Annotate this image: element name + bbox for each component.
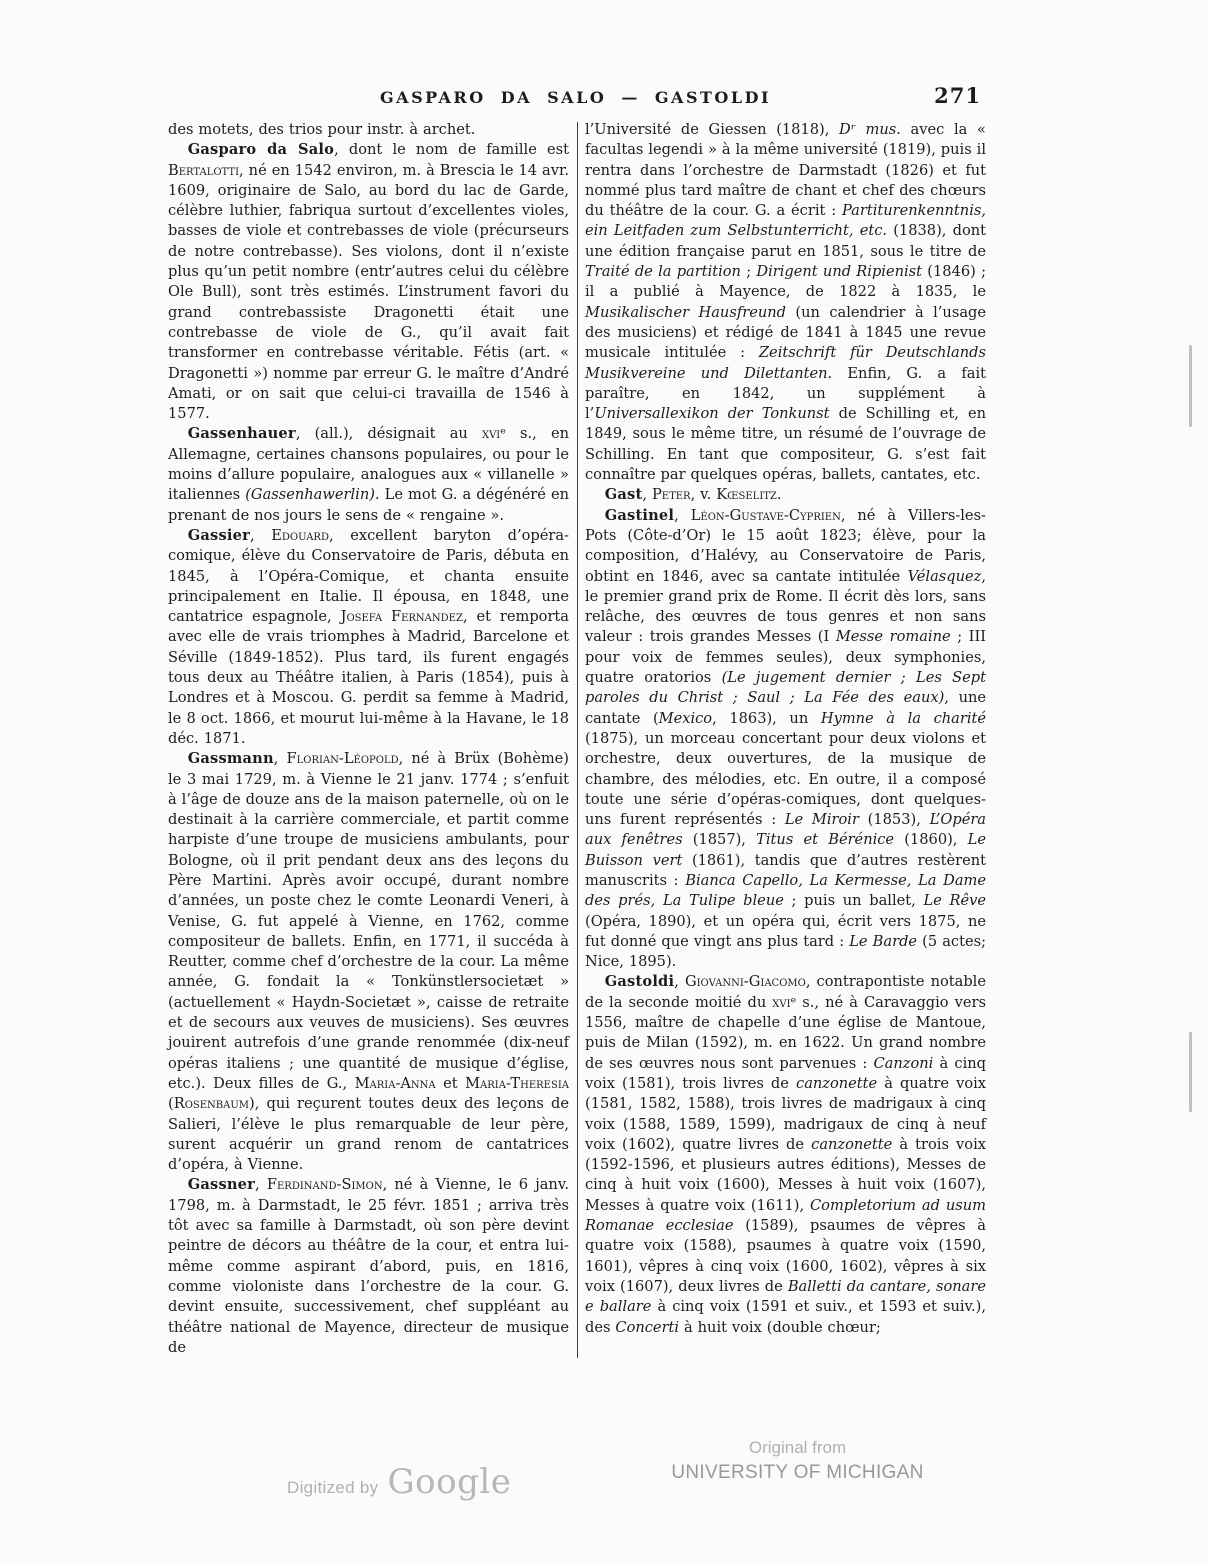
column-divider — [577, 122, 578, 1358]
digitized-by-label: Digitized by — [287, 1478, 379, 1497]
google-logo: Google — [387, 1462, 512, 1502]
scan-artifact — [1189, 1032, 1192, 1112]
dictionary-paragraph: Gassner, Ferdinand-Simon, né à Vienne, le 6 janv. 1798, m. à Darmstadt, le 25 févr. 1851 ; arriva très tôt avec sa famille à Darmstadt, où son père devint peintre de décors au théâtre de la cour, et entra lui-même comme aspirant d’abord, puis, en 1816, comme violoniste dans l’orchestre de la cour. G. devint ensuite, successivement, chef suppléant au théâtre national de Mayence, directeur de musique de — [168, 1176, 569, 1356]
page-number: 271 — [934, 83, 981, 108]
dictionary-paragraph: Gastinel, Léon-Gustave-Cyprien, né à Villers-les-Pots (Côte-d’Or) le 15 août 1823; élève, pour la composition, d’Halévy, au Conservatoire de Paris, obtint en 1846, avec sa cantate intitulée Vélasquez, le premier grand prix de Rome. Il écrit dès lors, sans relâche, des œuvres de tous genres et non sans valeur : trois grandes Messes (I Messe romaine ; III pour voix de femmes seules), deux symphonies, quatre oratorios (Le jugement dernier ; Les Sept paroles du Christ ; Saul ; La Fée des eaux), une cantate (Mexico, 1863), un Hymne à la charité (1875), un morceau concertant pour deux violons et orchestre, deux ouvertures, de la musique de chambre, des mélodies, etc. En outre, il a composé toute une série d’opéras-comiques, dont quelques-uns furent représentés : Le Miroir (1853), L’Opéra aux fenêtres (1857), Titus et Bérénice (1860), Le Buisson vert (1861), tandis que d’autres restèrent manuscrits : Bianca Capello, La Kermesse, La Dame des prés, La Tulipe bleue ; puis un ballet, Le Rêve (Opéra, 1890), et un opéra qui, écrit vers 1875, ne fut donné que vingt ans plus tard : Le Barde (5 actes; Nice, 1895). — [585, 506, 987, 971]
source-watermark — [650, 1438, 945, 1484]
scan-artifact — [1189, 345, 1192, 427]
dictionary-paragraph: Gastoldi, Giovanni-Giacomo, contrapontiste notable de la seconde moitié du xviᵉ s., né à Caravaggio vers 1556, maître de chapelle d’une église de Mantoue, puis de Milan (1592), m. en 1622. Un grand nombre de ses œuvres nous sont parvenues : Canzoni à cinq voix (1581), trois livres de canzonette à quatre voix (1581, 1582, 1588), trois livres de madrigaux à cinq voix (1588, 1589, 1599), madrigaux de cinq à neuf voix (1602), quatre livres de canzonette à trois voix (1592-1596, et plusieurs autres éditions), Messes de cinq à huit voix (1600), Messes à huit voix (1607), Messes à quatre voix (1611), Completorium ad usum Romanae ecclesiae (1589), psaumes de vêpres à quatre voix (1588), psaumes à quatre voix (1590, 1601), vêpres à cinq voix (1600, 1602), vêpres à six voix (1607), deux livres de Balletti da cantare, sonare e ballare à cinq voix (1591 et suiv., et 1593 et suiv.), des Concerti à huit voix (double chœur; — [585, 973, 986, 1336]
running-head-title: GASPARO DA SALO — GASTOLDI — [380, 88, 771, 107]
dictionary-paragraph: Gasparo da Salo, dont le nom de famille est Bertalotti, né en 1542 environ, m. à Brescia le 14 avr. 1609, originaire de Salo, au bord du lac de Garde, célèbre luthier, fabriqua surtout d’excellentes violes, basses de viole et contrebasses de viole (précurseurs de notre contrebasse). Ses violons, dont il n’existe plus qu’un petit nombre (entr’autres celui du célèbre Ole Bull), sont très estimés. L’instrument favori du grand contrebassiste Dragonetti était une contrebasse de viole de G., qu’il avait fait transformer en contrebasse véritable. Fétis (art. « Dragonetti ») nomme par erreur G. le maître d’André Amati, or on sait que celui-ci travailla de 1546 à 1577. — [168, 141, 569, 423]
column-right — [585, 120, 986, 1358]
dictionary-paragraph: Gassier, Edouard, excellent baryton d’opéra-comique, élève du Conservatoire de Paris, débuta en 1845, à l’Opéra-Comique, et chanta ensuite principalement en Italie. Il épousa, en 1848, une cantatrice espagnole, Josefa Fernandez, et remporta avec elle de vrais triomphes à Madrid, Barcelone et Séville (1849-1852). Plus tard, ils furent engagés tous deux au Théâtre italien, à Paris (1854), puis à Londres et à Moscou. G. perdit sa femme à Madrid, le 8 oct. 1866, et mourut lui-même à la Havane, le 18 déc. 1871. — [168, 526, 569, 747]
original-from-label: Original from — [748, 1438, 847, 1457]
text-block — [168, 120, 986, 1358]
page-header — [168, 83, 983, 116]
institution-label: UNIVERSITY OF MICHIGAN — [671, 1462, 924, 1483]
dictionary-paragraph: Gassmann, Florian-Léopold, né à Brüx (Bohème) le 3 mai 1729, m. à Vienne le 21 janv. 1774 ; s’enfuit à l’âge de douze ans de la maison paternelle, où on le destinait à la carrière commerciale, et partit comme harpiste d’une troupe de musiciens ambulants, pour Bologne, où il prit pendant deux ans des leçons du Père Martini. Après avoir occupé, durant nombre d’années, un poste chez le comte Leonardi Veneri, à Venise, G. fut appelé à Vienne, en 1762, comme compositeur de ballets. Enfin, en 1771, il succéda à Reutter, comme chef d’orchestre de la cour. La même année, G. fondait la « Tonkünstlersocietæt » (actuellement « Haydn-Societæt », caisse de retraite et de secours aux veuves de musiciens). Ses œuvres jouirent autrefois d’une grande renommée (dix-neuf opéras italiens ; une quantité de musique d’église, etc.). Deux filles de G., Maria-Anna et Maria-Theresia (Rosenbaum), qui reçurent toutes deux des leçons de Salieri, l’élève le plus remarquable de leur père, surent acquérir un grand renom de cantatrices d’opéra, à Vienne. — [168, 750, 569, 1174]
dictionary-paragraph: des motets, des trios pour instr. à archet. — [168, 121, 476, 138]
dictionary-paragraph: l’Université de Giessen (1818), Dʳ mus. avec la « facultas legendi » à la même université (1819), puis il rentra dans l’orchestre de Darmstadt (1826) et fut nommé plus tard maître de chant et chef des chœurs du théâtre de la cour. G. a écrit : Partiturenkenntnis, ein Leitfaden zum Selbstunterricht, etc. (1838), dont une édition française parut en 1851, sous le titre de Traité de la partition ; Dirigent und Ripienist (1846) ; il a publié à Mayence, de 1822 à 1835, le Musikalischer Hausfreund (un calendrier à l’usage des musiciens) et rédigé de 1841 à 1845 une revue musicale intitulée : Zeitschrift für Deutschlands Musikvereine und Dilettanten. Enfin, G. a fait paraître, en 1842, un supplément à l’Universallexikon der Tonkunst de Schilling et, en 1849, sous le même titre, un résumé de l’ouvrage de Schilling. En tant que compositeur, G. s’est fait connaître par quelques opéras, ballets, cantates, etc. — [585, 121, 987, 484]
column-left — [168, 120, 569, 1358]
dictionary-paragraph: Gast, Peter, v. Kœselitz. — [604, 486, 782, 504]
dictionary-paragraph: Gassenhauer, (all.), désignait au xviᵉ s., en Allemagne, certaines chansons populaires, ou pour le moins d’allure populaire, analogues aux « villanelle » italiennes (Gassenhawerlin). Le mot G. a dégénéré en prenant de nos jours le sens de « rengaine ». — [168, 425, 569, 524]
google-watermark — [287, 1462, 511, 1502]
